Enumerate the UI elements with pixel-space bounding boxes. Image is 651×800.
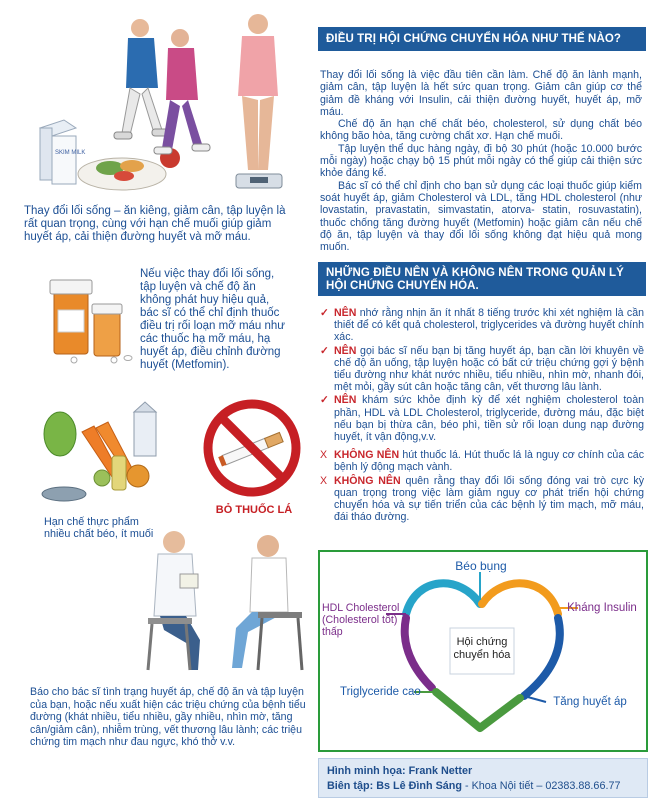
diagram-arc-belly [406,583,480,614]
diagram-label-bp: Tăng huyết áp [553,696,627,708]
list-item: ✓ NÊN khám sức khỏe định kỳ để xét nghiệm cholesterol toàn phần, HDL và LDL Cholesterol, triglyceride, đường máu, đặc biệt nếu bạn bị thừa cân, béo phì, tiền sử rối loạn dung nạp đường huyết, ít vận động,v.v. [320,394,644,444]
editor-credit: Biên tập: Bs Lê Đình Sáng - Khoa Nội tiết – 02383.88.66.77 [327,780,621,792]
list-item: ✓ NÊN nhớ rằng nhịn ăn ít nhất 8 tiếng trước khi xét nghiệm là cần thiết để có kết quả cholesterol, triglycerides và đường huyết chính xác. [320,307,644,344]
check-icon: ✓ [320,307,329,319]
list-item: X KHÔNG NÊN hút thuốc lá. Hút thuốc lá là nguy cơ chính của các bệnh lý động mạch vành. [320,449,644,474]
check-icon: ✓ [320,394,329,407]
diagram-label-belly: Béo bụng [455,559,507,573]
cross-icon: X [320,474,328,487]
dos-heading: NHỮNG ĐIỀU NÊN VÀ KHÔNG NÊN TRONG QUẢN LÝ HỘI CHỨNG CHUYỂN HÓA. [318,262,646,296]
illustration-credit: Hình minh họa: Frank Netter [327,765,473,777]
food-illustration [38,398,164,510]
diagram-label-trig: Triglyceride cao [340,686,421,698]
walking-man-icon [114,19,170,139]
list-item: X KHÔNG NÊN quên rằng thay đổi lối sống đóng vai trò cực kỳ quan trọng trong việc làm giảm nguy cơ phát triển hội chứng chuyển hóa và sự tiến triển của các bệnh lý tim mạch, mỡ máu, đái tháo đường. [320,474,644,524]
treatment-p3: Tập luyện thể dục hàng ngày, đi bộ 30 phút (hoặc 10.000 bước mỗi ngày) hoặc chạy bộ 15 phút mỗi ngày có thể giúp cải thiện sức khỏe đáng kể. [320,142,642,180]
diagram-label-hdl: HDL Cholesterol (Cholesterol tốt) thấp [322,602,400,638]
doctor-patient-illustration [138,520,308,682]
advice-caption: Báo cho bác sĩ tình trạng huyết áp, chế độ ăn và tập luyện của bạn, hoặc nếu xuất hiện các triệu chứng của bệnh tiểu đường (khát nhiều, tiểu nhiều, gầy nhiều, nhìn mờ, tăng cân/giảm cân), nhiễm trùng, vết thương lâu lành; các triệu chứng tim mạch như đau ngực, khó thở v.v. [30,686,306,749]
food-caption: Hạn chế thực phẩm nhiều chất béo, ít muối [44,516,154,540]
treatment-heading: ĐIỀU TRỊ HỘI CHỨNG CHUYỂN HÓA NHƯ THẾ NÀO? [318,27,646,51]
dos-list [320,307,644,524]
lifestyle-illustration [30,8,310,200]
treatment-body [320,69,642,253]
diagram-label-insulin: Kháng Insulin [567,602,637,614]
medicine-illustration [44,272,134,364]
diagram-center-label: Hội chứng chuyển hóa [453,636,511,661]
diagram-arc-insulin [482,583,558,614]
treatment-p4: Bác sĩ có thể chỉ định cho bạn sử dụng các loại thuốc giúp kiểm soát huyết áp, giảm Cholesterol và LDL, tăng HDL cholesterol (như lovastatin, pravastatin, simvastatin, atorva- statin, rosuvastatin), thuốc chống tăng đường huyết (Metfomin) hoặc giảm cân nếu chế độ ăn, tập luyện và thay đổi lối sống không đạt hiệu quả mong muốn. [320,179,642,254]
scale-person-icon [236,14,282,188]
doctor-icon [148,531,200,670]
diagram-arc-hdl [405,618,432,688]
medication-caption: Nếu việc thay đổi lối sống, tập luyện và chế độ ăn không phát huy hiệu quả, bác sĩ có thể chỉ định thuốc điều trị rối loạn mỡ máu như các thuốc hạ mỡ máu, hạ huyết áp, điều chỉnh đường huyết (Metfomin). [140,268,285,371]
metabolic-syndrome-diagram [318,550,648,752]
lifestyle-caption: Thay đổi lối sống – ăn kiêng, giảm cân, tập luyện là rất quan trọng, cùng với hạn chế muối giúp giảm huyết áp, cải thiện đường huyết và mỡ máu. [24,205,286,243]
treatment-p2: Chế độ ăn hạn chế chất béo, cholesterol, sử dụng chất béo không bão hòa, tăng cường chất xơ. Hạn chế muối. [320,118,642,143]
patient-icon [232,535,302,670]
diagram-arc-trig [436,692,520,728]
svg-text:SKIM MILK: SKIM MILK [55,150,86,156]
credits-box [318,758,648,798]
no-smoking-sign [202,398,302,500]
diagram-arc-bp [524,618,560,696]
no-smoking-label: BỎ THUỐC LÁ [215,504,293,516]
list-item: ✓ NÊN gọi bác sĩ nếu bạn bị tăng huyết áp, bạn cần lời khuyên về chế độ ăn uống, tập luyện hoặc có bất cứ triệu chứng gợi ý bệnh tiểu đường như khát nước nhiều, tiểu nhiều, nhìn mờ, nhanh đói, mệt mỏi, gầy sút cân hoặc tăng cân, vết thương lâu lành. [320,344,644,394]
treatment-p1: Thay đổi lối sống là việc đầu tiên cần làm. Chế độ ăn lành mạnh, giảm cân, tập luyện là hết sức quan trọng. Giảm cân giúp cơ thể giảm đề kháng với Insulin, cải thiện đường huyết, huyết áp, mỡ máu. [320,69,642,118]
check-icon: ✓ [320,344,329,357]
cross-icon: X [320,449,328,462]
